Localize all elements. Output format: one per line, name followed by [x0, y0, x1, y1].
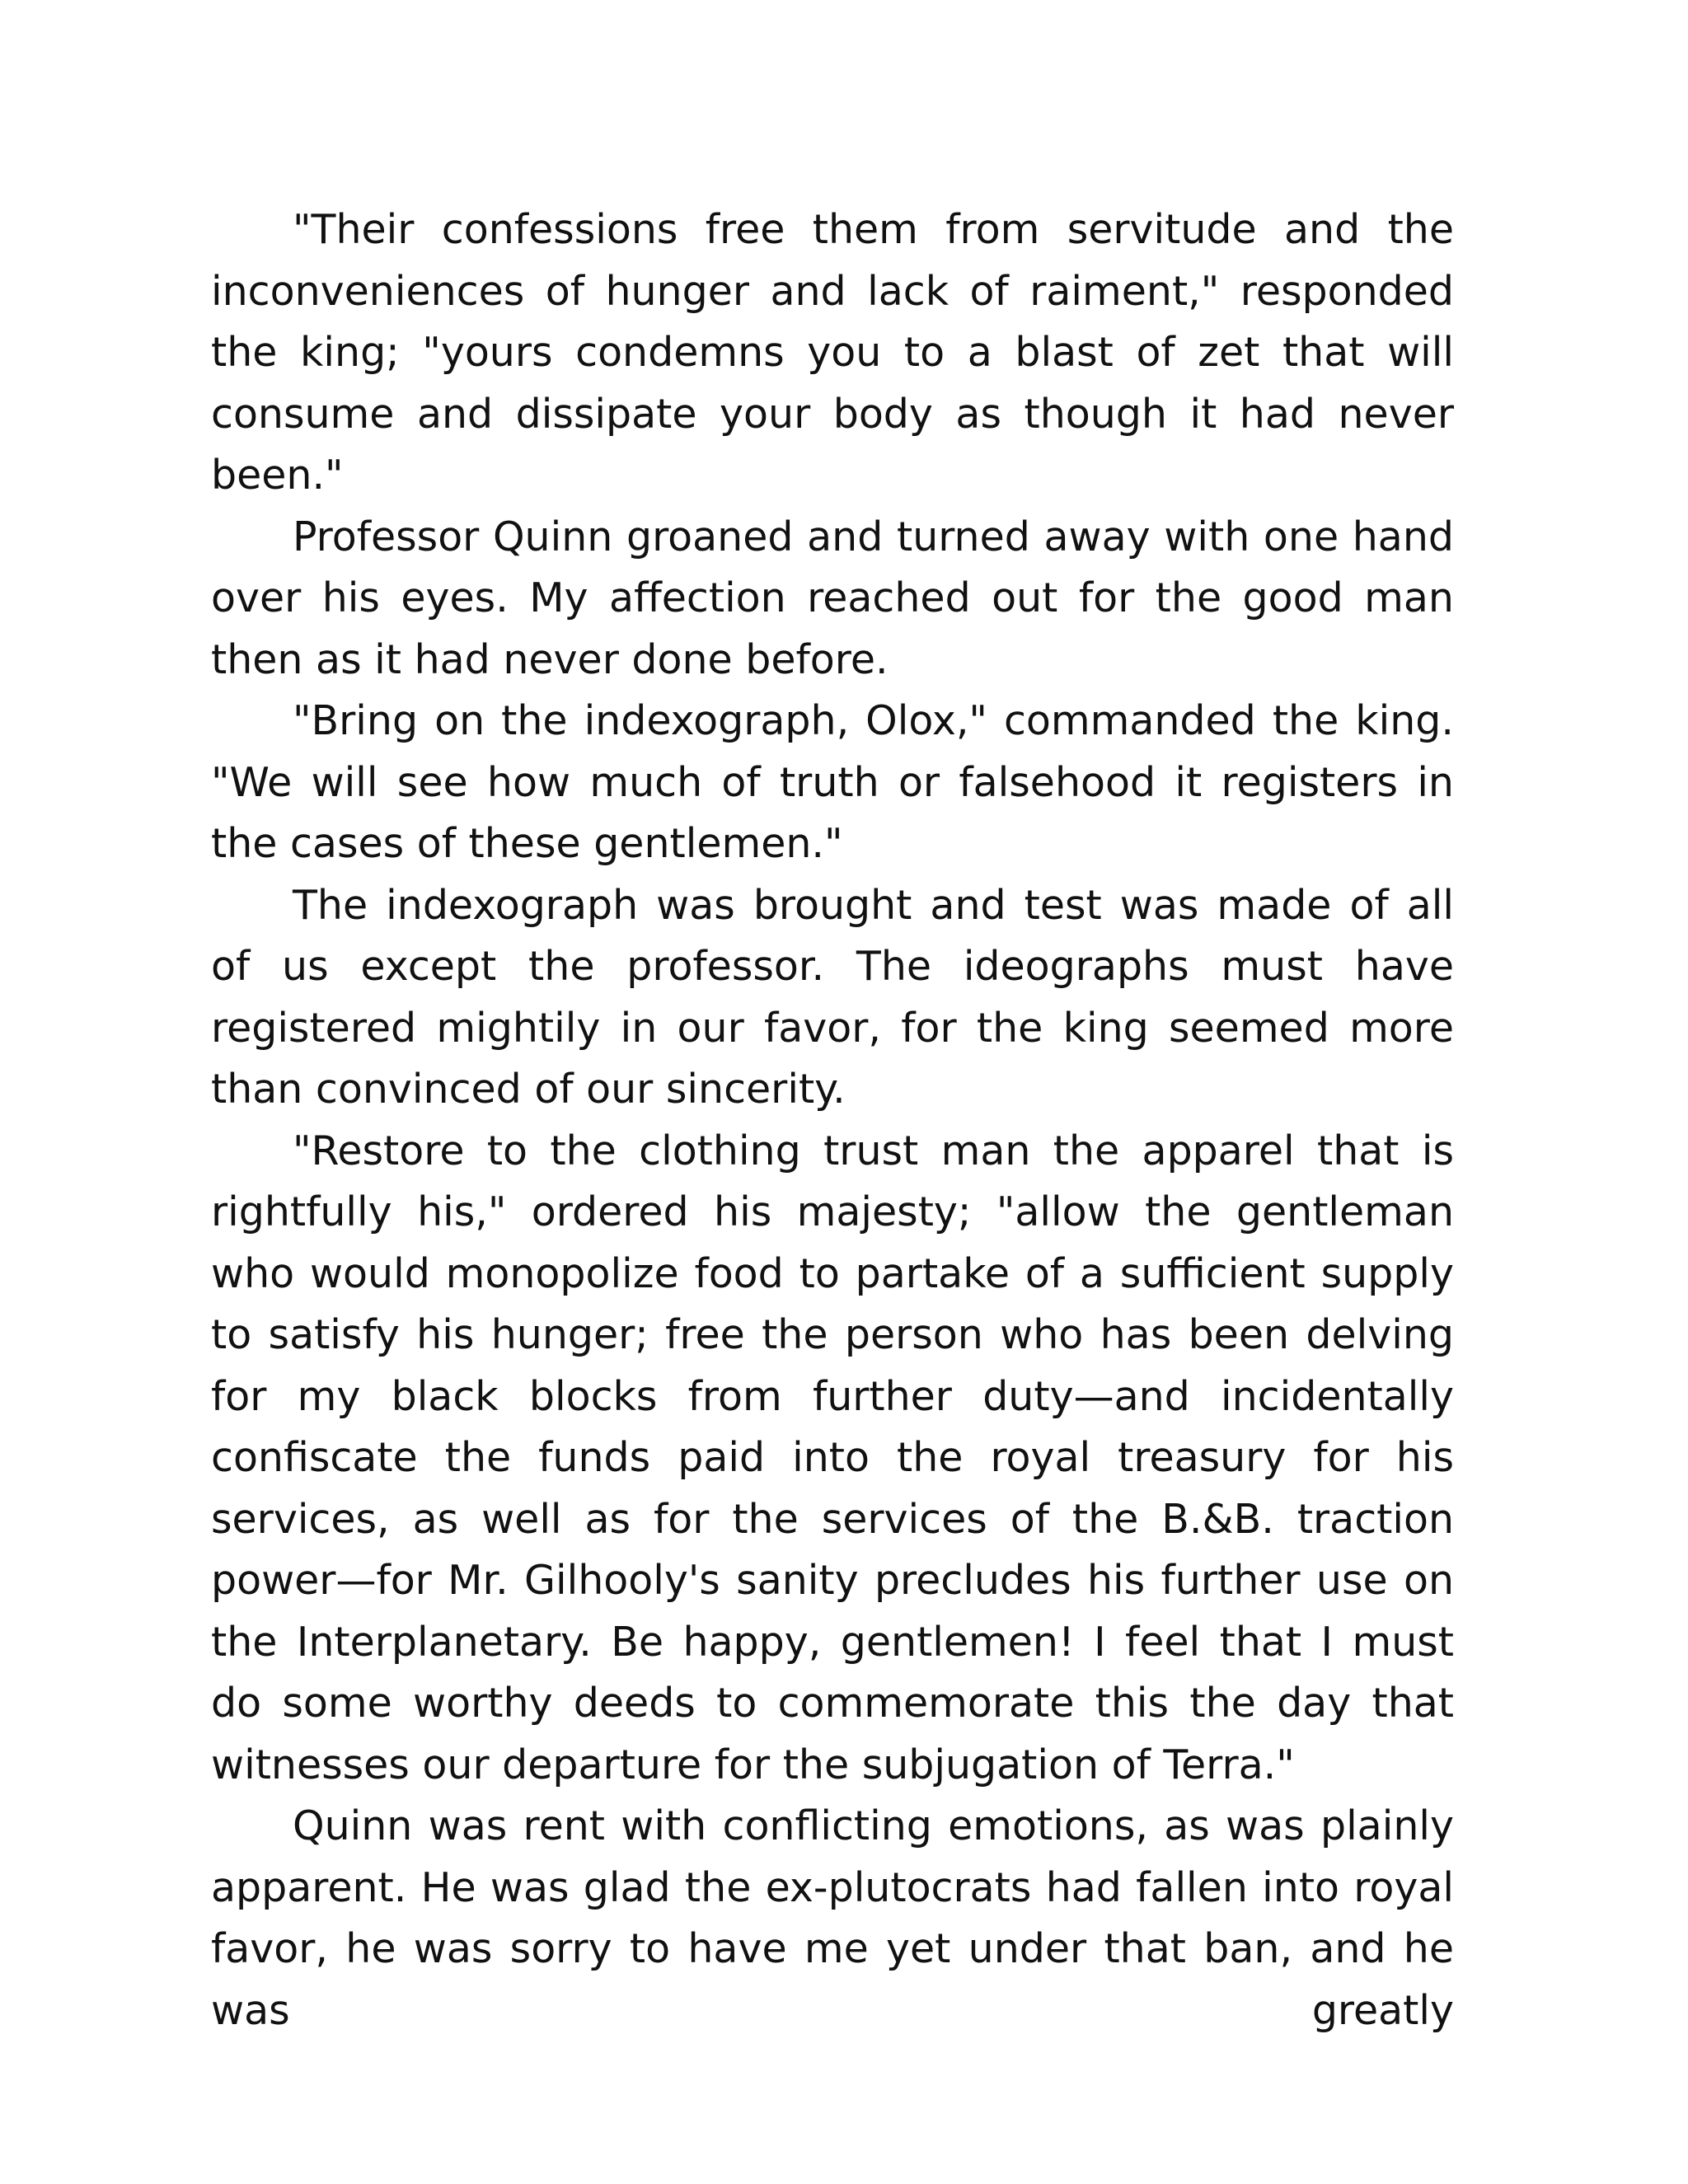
paragraph-2: Professor Quinn groaned and turned away with one hand over his eyes. My affection reached out for the good man then as it had never done before.	[211, 513, 1454, 683]
page-body-text	[211, 199, 1454, 2041]
paragraph-3: "Bring on the indexograph, Olox," commanded the king. "We will see how much of truth or falsehood it registers in the cases of these gentlemen."	[211, 697, 1454, 867]
paragraph-6: Quinn was rent with conflicting emotions, as was plainly apparent. He was glad the ex-plutocrats had fallen into royal favor, he was sorry to have me yet under that ban, and he was greatly	[211, 1802, 1454, 2034]
paragraph-5: "Restore to the clothing trust man the apparel that is rightfully his," ordered his majesty; "allow the gentleman who would monopolize food to partake of a sufficient supply to satisfy his hunger; free the person who has been delving for my black blocks from further duty—and incidentally confiscate the funds paid into the royal treasury for his services, as well as for the services of the B.&B. traction power—for Mr. Gilhooly's sanity precludes his further use on the Interplanetary. Be happy, gentlemen! I feel that I must do some worthy deeds to commemorate this the day that witnesses our departure for the subjugation of Terra."	[211, 1127, 1454, 1788]
paragraph-4: The indexograph was brought and test was made of all of us except the professor. The ideographs must have registered mightily in our favor, for the king seemed more than convinced of our sincerity.	[211, 881, 1454, 1113]
paragraph-1: "Their confessions free them from servitude and the inconveniences of hunger and lack of raiment," responded the king; "yours condemns you to a blast of zet that will consume and dissipate your body as though it had never been."	[211, 206, 1454, 499]
